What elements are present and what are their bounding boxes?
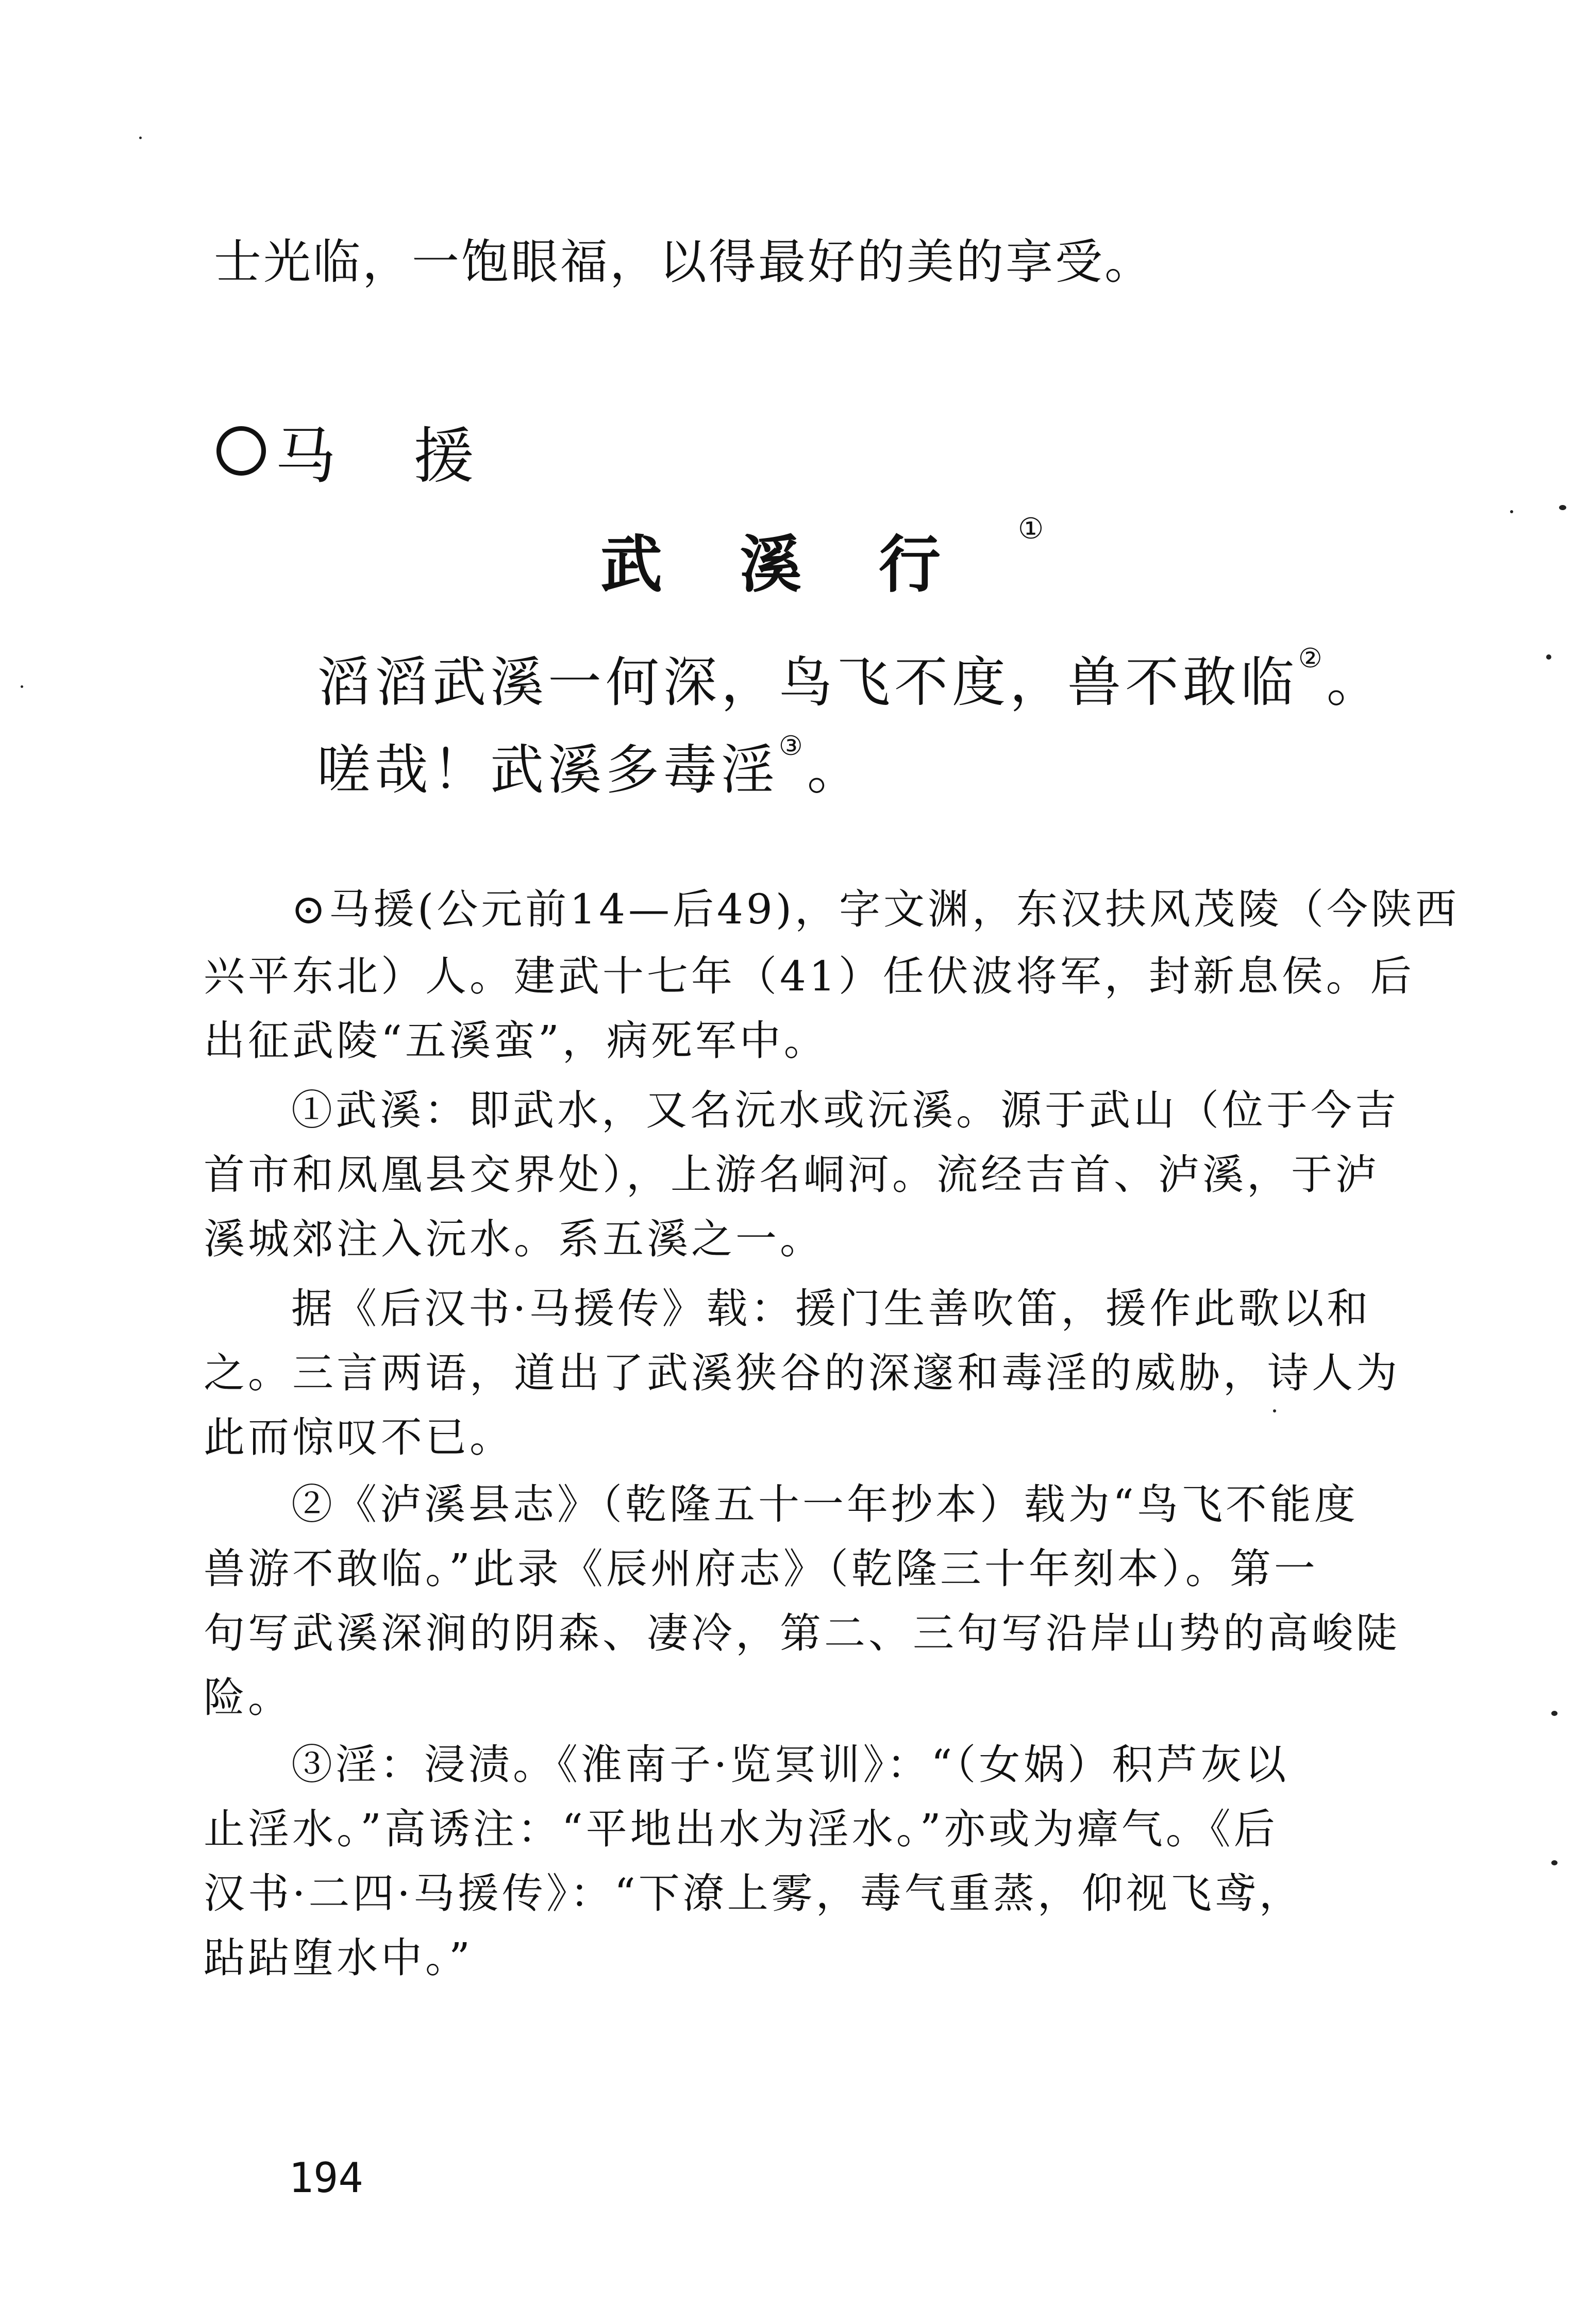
note-line: 此而惊叹不已。 [204, 1413, 514, 1461]
scan-speck [1551, 1711, 1557, 1716]
note-line: ⊙马援(公元前14—后49)，字文渊，东汉扶风茂陵（今陕西 [291, 885, 1460, 933]
scan-speck [1510, 510, 1513, 513]
title-note-ref: ① [1018, 512, 1044, 546]
poem-title [600, 512, 1044, 604]
poem-line-text: 嗟哉！武溪多毒淫 [317, 738, 779, 801]
poem-line-text: 滔滔武溪一何深，鸟飞不度，兽不敢临 [317, 651, 1299, 714]
page-number: 194 [289, 2154, 363, 2202]
note-line: 溪城郊注入沅水。系五溪之一。 [204, 1215, 824, 1263]
poem-note-ref: ② [1298, 643, 1327, 674]
scan-speck [21, 685, 23, 688]
note-line: 汉书·二四·马援传》：“下潦上雾，毒气重蒸，仰视飞鸢， [204, 1870, 1303, 1917]
circle-marker-icon [216, 426, 266, 476]
scan-speck [1551, 1860, 1557, 1865]
note-line: 之。三言两语，道出了武溪狭谷的深邃和毒淫的威胁，诗人为 [204, 1349, 1400, 1397]
note-line: ②《泸溪县志》（乾隆五十一年抄本）载为“鸟飞不能度 [291, 1480, 1359, 1528]
author-name: 马援 [275, 420, 552, 492]
note-line: 兽游不敢临。”此录《辰州府志》（乾隆三十年刻本）。第一 [204, 1545, 1318, 1593]
note-line: 险。 [204, 1674, 292, 1722]
scan-speck [1546, 654, 1551, 660]
note-line: 句写武溪深涧的阴森、凄冷，第二、三句写沿岸山势的高峻陡 [204, 1609, 1400, 1657]
note-line: 据《后汉书·马援传》载：援门生善吹笛，援作此歌以和 [291, 1285, 1371, 1333]
poem-note-ref: ③ [779, 731, 807, 762]
poem-line-end: 。 [807, 738, 865, 801]
note-line: 跕跕堕水中。” [204, 1934, 473, 1982]
scan-speck [139, 137, 142, 139]
scan-speck [1559, 505, 1566, 510]
author-heading [216, 407, 551, 495]
note-line: 兴平东北）人。建武十七年（41）任伏波将军，封新息侯。后 [204, 952, 1415, 1000]
poem-line-end: 。 [1326, 651, 1384, 714]
scan-speck [1273, 1409, 1276, 1412]
note-line: 止淫水。”高诱注：“平地出水为淫水。”亦或为瘴气。《后 [204, 1805, 1278, 1853]
continuation-line: 士光临，一饱眼福，以得最好的美的享受。 [214, 234, 1154, 290]
note-line: ③淫：浸渍。《淮南子·览冥训》：“（女娲）积芦灰以 [291, 1741, 1289, 1789]
note-line: 首市和凤凰县交界处），上游名峒河。流经吉首、泸溪，于泸 [204, 1151, 1380, 1199]
note-line: 出征武陵“五溪蛮”，病死军中。 [204, 1017, 828, 1065]
poem-line [317, 639, 1384, 716]
poem-line [317, 727, 865, 804]
note-line: ①武溪：即武水，又名沅水或沅溪。源于武山（位于今吉 [291, 1086, 1399, 1134]
poem-title-text: 武溪行 [600, 528, 1018, 601]
